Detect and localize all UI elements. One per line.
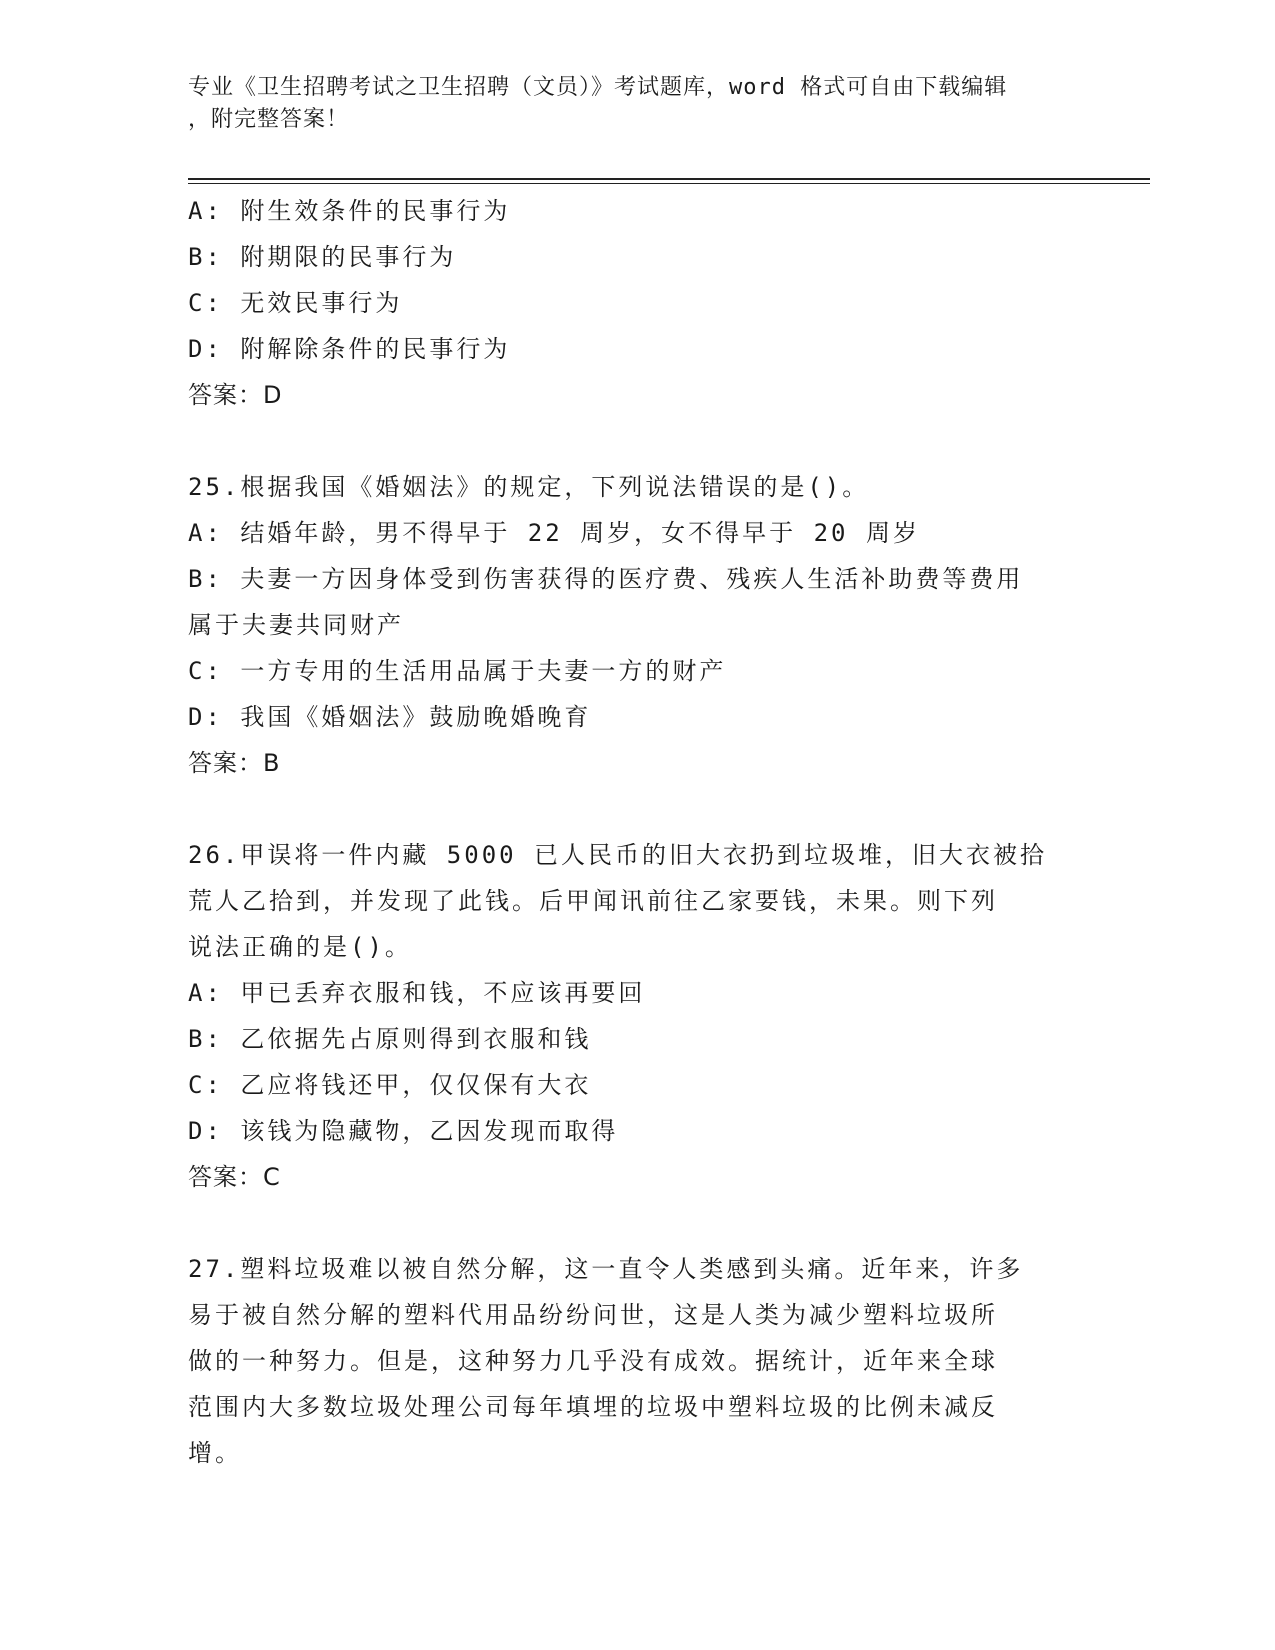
q27-stem-line-5: 增。 [188, 1439, 242, 1467]
q25-option-c: C: 一方专用的生活用品属于夫妻一方的财产 [188, 657, 727, 685]
q25-option-b-line-1: B: 夫妻一方因身体受到伤害获得的医疗费、残疾人生活补助费等费用 [188, 565, 1024, 593]
q26-option-c: C: 乙应将钱还甲，仅仅保有大衣 [188, 1071, 592, 1099]
spacer [188, 1200, 1088, 1246]
header-divider-thick [188, 178, 1150, 180]
q27-stem-line-2: 易于被自然分解的塑料代用品纷纷问世，这是人类为减少塑料垃圾所 [188, 1301, 998, 1329]
q27-stem-line-3: 做的一种努力。但是，这种努力几乎没有成效。据统计，近年来全球 [188, 1347, 998, 1375]
question-content [188, 188, 1088, 1476]
q24-answer: 答案：D [188, 381, 283, 409]
q24-option-b: B: 附期限的民事行为 [188, 243, 457, 271]
q26-stem-line-2: 荒人乙拾到，并发现了此钱。后甲闻讯前往乙家要钱，未果。则下列 [188, 887, 998, 915]
q24-option-a: A: 附生效条件的民事行为 [188, 197, 511, 225]
q27-stem-line-4: 范围内大多数垃圾处理公司每年填埋的垃圾中塑料垃圾的比例未减反 [188, 1393, 998, 1421]
q25-stem: 25.根据我国《婚姻法》的规定，下列说法错误的是()。 [188, 473, 870, 501]
q26-stem-line-1: 26.甲误将一件内藏 5000 已人民币的旧大衣扔到垃圾堆，旧大衣被拾 [188, 841, 1048, 869]
question-25-block [188, 464, 1088, 786]
q25-option-b-line-2: 属于夫妻共同财产 [188, 611, 404, 639]
q24-option-c: C: 无效民事行为 [188, 289, 403, 317]
q27-stem-line-1: 27.塑料垃圾难以被自然分解，这一直令人类感到头痛。近年来，许多 [188, 1255, 1024, 1283]
q26-stem-line-3: 说法正确的是()。 [188, 933, 412, 961]
q24-option-d: D: 附解除条件的民事行为 [188, 335, 511, 363]
spacer [188, 786, 1088, 832]
page-header [188, 72, 1088, 136]
q25-option-d: D: 我国《婚姻法》鼓励晚婚晚育 [188, 703, 592, 731]
q26-option-a: A: 甲已丢弃衣服和钱，不应该再要回 [188, 979, 646, 1007]
q25-answer: 答案：B [188, 749, 281, 777]
q26-option-b: B: 乙依据先占原则得到衣服和钱 [188, 1025, 592, 1053]
question-27-block [188, 1246, 1088, 1476]
question-24-block [188, 188, 1088, 418]
header-divider-thin [188, 183, 1150, 184]
spacer [188, 418, 1088, 464]
q25-option-a: A: 结婚年龄，男不得早于 22 周岁，女不得早于 20 周岁 [188, 519, 920, 547]
q26-answer: 答案：C [188, 1163, 281, 1191]
header-line-2: ，附完整答案！ [188, 107, 350, 132]
header-line-1: 专业《卫生招聘考试之卫生招聘（文员）》考试题库，word 格式可自由下载编辑 [188, 75, 1008, 100]
q26-option-d: D: 该钱为隐藏物，乙因发现而取得 [188, 1117, 619, 1145]
question-26-block [188, 832, 1088, 1200]
